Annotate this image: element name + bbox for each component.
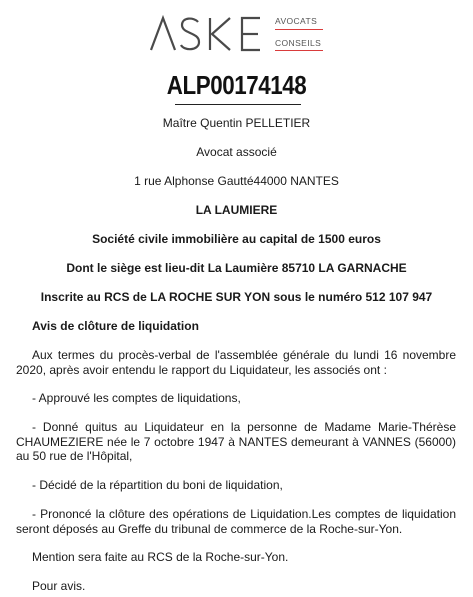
company-rcs: Inscrite au RCS de LA ROCHE SUR YON sous le numéro 512 107 947: [40, 290, 433, 304]
reference-number: ALP00174148: [166, 70, 307, 100]
logo-accent-bar: [275, 29, 323, 30]
notice-closing: Pour avis.: [32, 579, 86, 593]
notice-heading: Avis de clôture de liquidation: [32, 319, 199, 333]
company-seat: Dont le siège est lieu-dit La Laumière 85710 LA GARNACHE: [66, 261, 407, 275]
notice-item-approve: - Approuvé les comptes de liquidations,: [32, 391, 241, 405]
notice-intro-text: Aux termes du procès-verbal de l'assemblée générale du lundi 16 novembre 2020, après avoir entendu le rapport du Liquidateur, les associés ont :: [16, 348, 456, 377]
notice-item-quitus: [16, 420, 456, 464]
reference-underline: [175, 104, 301, 105]
notice-mention: Mention sera faite au RCS de la Roche-sur-Yon.: [32, 550, 289, 564]
company-name: LA LAUMIERE: [195, 203, 278, 217]
notice-item-cloture-text: - Prononcé la clôture des opérations de Liquidation.Les comptes de liquidation seront déposés au Greffe du tribunal de commerce de la Roche-sur-Yon.: [16, 507, 456, 536]
author-name: Maître Quentin PELLETIER: [162, 116, 311, 130]
aske-logo-mark: [148, 12, 268, 54]
notice-item-quitus-text: - Donné quitus au Liquidateur en la personne de Madame Marie-Thérèse CHAUMEZIERE née le 7 octobre 1947 à NANTES demeurant à VANNES (56000) au 50 rue de l'Hôpital,: [16, 420, 456, 463]
logo-subtitle-avocats: AVOCATS: [275, 16, 318, 26]
author-title: Avocat associé: [196, 145, 277, 159]
company-capital: Société civile immobilière au capital de 1500 euros: [92, 232, 381, 246]
logo-subtitle-conseils: CONSEILS: [275, 38, 322, 48]
notice-intro: [16, 348, 456, 377]
author-address: 1 rue Alphonse Gautté44000 NANTES: [134, 174, 339, 188]
logo-accent-bar: [275, 50, 323, 51]
notice-item-cloture: [16, 507, 456, 536]
notice-item-boni: - Décidé de la répartition du boni de liquidation,: [32, 478, 283, 492]
